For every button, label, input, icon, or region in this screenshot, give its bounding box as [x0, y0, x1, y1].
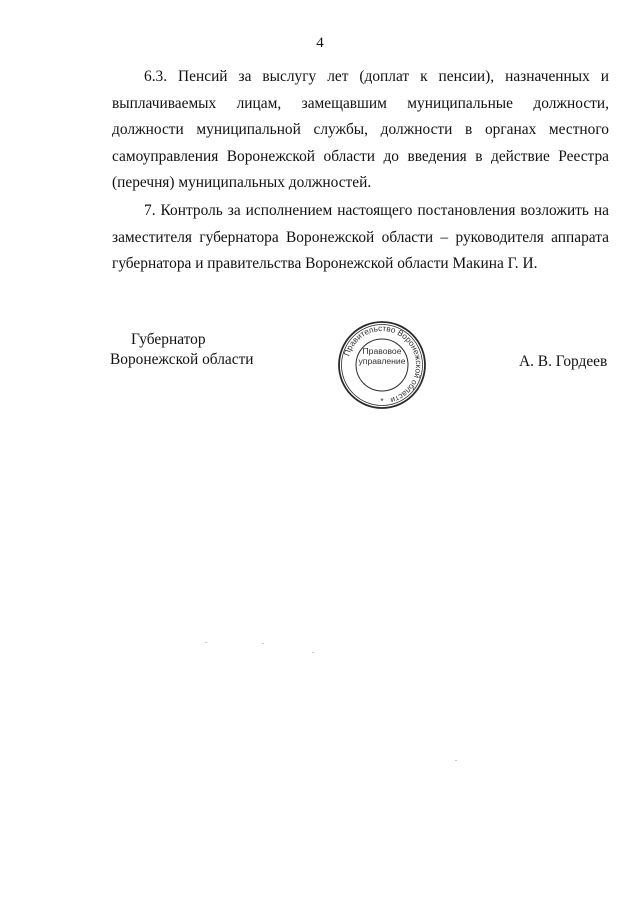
stamp-ring-text: Правительство Воронежской области	[342, 323, 424, 405]
scan-speck	[312, 652, 314, 653]
scan-speck	[262, 643, 264, 644]
paragraph-7: 7. Контроль за исполнением настоящего постановления возложить на заместителя губернатора Воронежской области – руководителя аппарата губернатора и правительства Воронежской области Макина Г. И.	[112, 201, 609, 273]
scan-speck	[455, 760, 457, 761]
stamp-star: *	[380, 397, 384, 406]
signatory-region: Воронежской области	[110, 351, 254, 368]
stamp-center-text	[337, 346, 427, 366]
signature-block	[0, 320, 640, 410]
signatory-title: Губернатор	[131, 331, 206, 348]
body-text	[112, 64, 609, 279]
paragraph-6-3: 6.3. Пенсий за выслугу лет (доплат к пенсии), назначенных и выплачиваемых лицам, замещавшим муниципальные должности, должности муниципальной службы, должности в органах местного самоуправления Воронежской области до введения в действие Реестра (перечня) муниципальных должностей.	[112, 68, 609, 192]
stamp-center-line-2: управление	[358, 356, 406, 366]
signatory-name: А. В. Гордеев	[519, 353, 608, 370]
scan-speck	[205, 642, 207, 643]
page-number: 4	[316, 35, 324, 51]
stamp-center-line-1: Правовое	[362, 346, 402, 356]
official-stamp	[337, 320, 427, 410]
